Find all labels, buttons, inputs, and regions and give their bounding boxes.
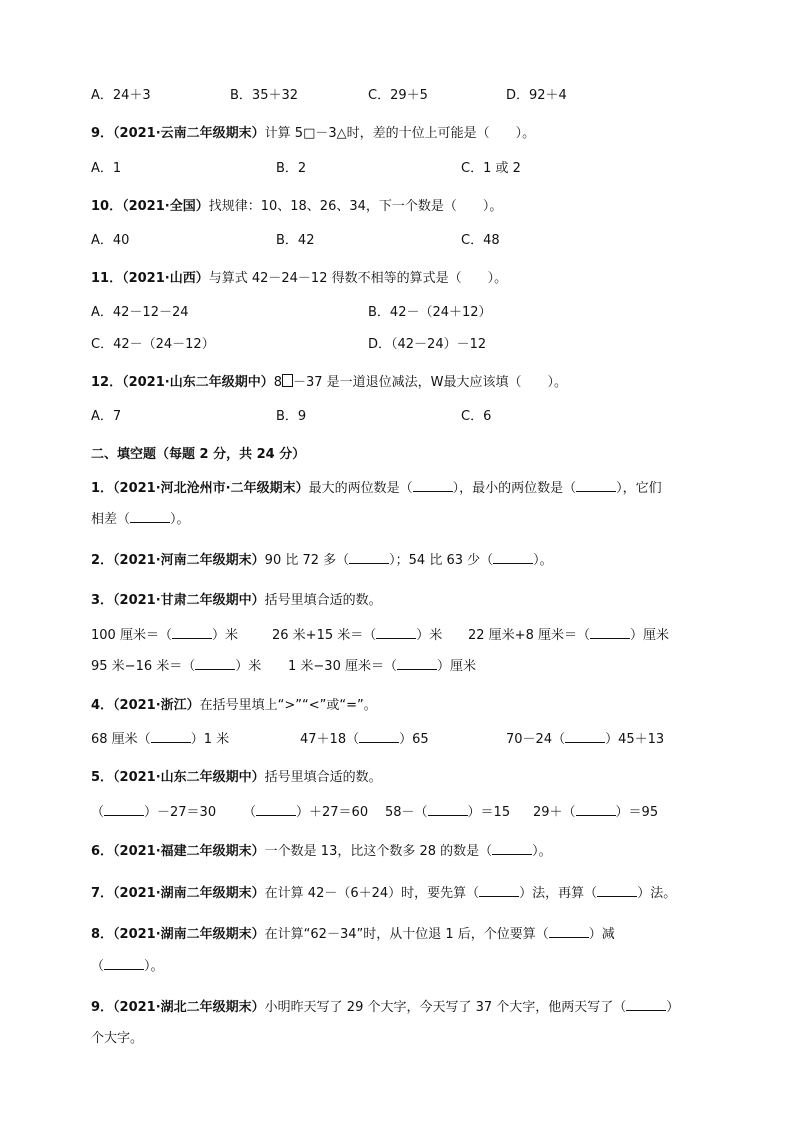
- answer-blank[interactable]: [151, 730, 191, 743]
- question-number: 6．: [91, 844, 114, 859]
- expression: [288, 655, 476, 674]
- expression: [91, 655, 261, 674]
- answer-blank[interactable]: [376, 626, 416, 639]
- expression: [272, 624, 442, 643]
- question-source: （2021·河北沧州市·二年级期末）: [113, 481, 309, 496]
- answer-blank[interactable]: [626, 998, 666, 1011]
- question-text: ）。: [533, 553, 553, 568]
- expr-text: ）厘米: [436, 659, 476, 674]
- expression: [91, 728, 229, 747]
- answer-blank[interactable]: [104, 803, 144, 816]
- expr-text: 1 米−30 厘米＝（: [288, 659, 397, 674]
- option-d: D．（42－24）－12: [368, 337, 487, 352]
- question-text: 小明昨天写了 29 个大字，今天写了 37 个大字，他两天写了（: [264, 1000, 627, 1015]
- expr-text: 68 厘米（: [91, 732, 151, 747]
- option-c: C．1 或 2: [461, 161, 521, 176]
- expr-text: 100 厘米＝（: [91, 628, 172, 643]
- fill-question-1: [91, 479, 662, 498]
- question-number: 10．: [91, 199, 123, 214]
- fill-question-2: [91, 551, 553, 570]
- question-text: ）；54 比 63 少（: [389, 553, 494, 568]
- option-b: B．35＋32: [230, 88, 299, 103]
- option-d: D．92＋4: [506, 88, 567, 103]
- option-a: A．7: [91, 409, 122, 424]
- question-number: 7．: [91, 886, 114, 901]
- expr-text: 47＋18（: [300, 732, 360, 747]
- question-text: ）法。: [637, 886, 677, 901]
- question-source: （2021·山东二年级期中）: [113, 770, 265, 785]
- option-b: B．9: [276, 409, 307, 424]
- fill-question-3: [91, 592, 382, 610]
- question-text: 括号里填合适的数。: [264, 593, 382, 608]
- question-text: ）。: [144, 959, 164, 974]
- answer-blank[interactable]: [359, 730, 399, 743]
- question-text: 90 比 72 多（: [264, 553, 350, 568]
- fill-question-9-cont: 个大字。: [91, 1031, 144, 1046]
- expr-text: ）＝95: [615, 805, 659, 820]
- expr-text: 22 厘米+8 厘米＝（: [468, 628, 590, 643]
- expr-text: 95 米−16 米＝（: [91, 659, 196, 674]
- fill-question-8-cont: [91, 957, 164, 976]
- answer-blank[interactable]: [576, 803, 616, 816]
- answer-blank[interactable]: [549, 925, 589, 938]
- answer-blank[interactable]: [397, 657, 437, 670]
- question-source: （2021·福建二年级期末）: [113, 844, 265, 859]
- question-text: 8: [273, 375, 282, 390]
- expr-text: ）45＋13: [605, 732, 665, 747]
- question-10: [91, 198, 502, 216]
- question-text: 与算式 42－24－12 得数不相等的算式是（ ）。: [208, 271, 508, 286]
- expression: [91, 801, 216, 820]
- answer-blank[interactable]: [492, 842, 532, 855]
- answer-blank[interactable]: [590, 626, 630, 639]
- section-title: 二、填空题（每题 2 分，共 24 分）: [91, 447, 306, 462]
- answer-blank[interactable]: [130, 510, 170, 523]
- answer-blank[interactable]: [597, 884, 637, 897]
- option-a: A．24＋3: [91, 88, 151, 103]
- option-c: C．48: [461, 233, 500, 248]
- answer-blank[interactable]: [256, 803, 296, 816]
- empty-box-icon: [282, 374, 293, 387]
- question-text: 计算 5□－3△时，差的十位上可能是（ ）。: [264, 126, 536, 141]
- expression: [300, 728, 429, 747]
- question-number: 9．: [91, 1000, 114, 1015]
- option-a: A．42－12－24: [91, 305, 189, 320]
- expr-text: ）＝15: [467, 805, 511, 820]
- question-number: 4．: [91, 698, 114, 713]
- answer-blank[interactable]: [195, 657, 235, 670]
- expr-text: ）米: [416, 628, 443, 643]
- expr-text: ）米: [211, 628, 238, 643]
- fill-question-7: [91, 884, 676, 903]
- expr-text: （: [91, 805, 105, 820]
- question-number: 8．: [91, 927, 114, 942]
- question-text: 一个数是 13，比这个数多 28 的数是（: [264, 844, 493, 859]
- question-source: （2021·浙江）: [113, 698, 200, 713]
- question-text: 在计算 42－（6＋24）时，要先算（: [264, 886, 480, 901]
- option-c: C．6: [461, 409, 492, 424]
- option-c: C．29＋5: [368, 88, 428, 103]
- question-number: 5．: [91, 770, 114, 785]
- question-11: [91, 270, 507, 288]
- expression: [385, 801, 510, 820]
- question-source: （2021·全国）: [122, 199, 209, 214]
- answer-blank[interactable]: [104, 957, 144, 970]
- question-9: [91, 125, 535, 143]
- expression: [506, 728, 664, 747]
- answer-blank[interactable]: [349, 551, 389, 564]
- option-b: B．42: [276, 233, 315, 248]
- fill-question-6: [91, 842, 552, 861]
- expr-text: ）1 米: [190, 732, 230, 747]
- option-c: C．42－（24－12）: [91, 337, 215, 352]
- expression: [91, 624, 238, 643]
- option-b: B．2: [276, 161, 307, 176]
- question-source: （2021·甘肃二年级期中）: [113, 593, 265, 608]
- answer-blank[interactable]: [576, 479, 616, 492]
- expr-text: ）米: [235, 659, 262, 674]
- question-source: （2021·云南二年级期末）: [113, 126, 265, 141]
- question-number: 11．: [91, 271, 123, 286]
- option-a: A．1: [91, 161, 122, 176]
- question-text: 在计算“62－34”时，从十位退 1 后，个位要算（: [264, 927, 549, 942]
- fill-question-9: [91, 998, 679, 1017]
- expression: [533, 801, 658, 820]
- question-source: （2021·湖北二年级期末）: [113, 1000, 265, 1015]
- fill-question-4: [91, 697, 377, 715]
- expression: [243, 801, 368, 820]
- question-text: （: [91, 959, 105, 974]
- expr-text: （: [243, 805, 257, 820]
- question-text: 最大的两位数是（: [308, 481, 413, 496]
- question-text: ）: [666, 1000, 680, 1015]
- answer-blank[interactable]: [413, 479, 453, 492]
- expr-text: ）－27＝30: [144, 805, 217, 820]
- answer-blank[interactable]: [479, 884, 519, 897]
- question-text: 相差（: [91, 512, 131, 527]
- fill-question-8: [91, 925, 615, 944]
- question-text: －37 是一道退位减法，W最大应该填（ ）。: [293, 375, 568, 390]
- option-a: A．40: [91, 233, 130, 248]
- fill-question-5: [91, 769, 382, 787]
- expr-text: 29＋（: [533, 805, 576, 820]
- fill-question-1-cont: [91, 510, 190, 529]
- question-text: ）。: [170, 512, 190, 527]
- option-b: B．42－（24＋12）: [368, 305, 492, 320]
- answer-blank[interactable]: [565, 730, 605, 743]
- question-text: 括号里填合适的数。: [264, 770, 382, 785]
- question-source: （2021·湖南二年级期末）: [113, 886, 265, 901]
- expr-text: ）＋27＝60: [296, 805, 369, 820]
- answer-blank[interactable]: [493, 551, 533, 564]
- question-text: ），最小的两位数是（: [452, 481, 577, 496]
- question-text: ），它们: [616, 481, 662, 496]
- question-text: ）减: [588, 927, 615, 942]
- question-text: 找规律：10、18、26、34，下一个数是（ ）。: [208, 199, 503, 214]
- question-number: 9．: [91, 126, 114, 141]
- question-text: ）法，再算（: [519, 886, 598, 901]
- question-text: ）。: [532, 844, 552, 859]
- expr-text: 70－24（: [506, 732, 566, 747]
- question-number: 3．: [91, 593, 114, 608]
- question-source: （2021·山东二年级期中）: [122, 375, 274, 390]
- question-source: （2021·山西）: [122, 271, 209, 286]
- expression: [468, 624, 669, 643]
- question-source: （2021·河南二年级期末）: [113, 553, 265, 568]
- question-number: 1．: [91, 481, 114, 496]
- question-source: （2021·湖南二年级期末）: [113, 927, 265, 942]
- question-number: 12．: [91, 375, 123, 390]
- expr-text: 26 米+15 米＝（: [272, 628, 377, 643]
- question-12: [91, 374, 567, 392]
- answer-blank[interactable]: [172, 626, 212, 639]
- expr-text: ）厘米: [629, 628, 669, 643]
- expr-text: 58－（: [385, 805, 428, 820]
- answer-blank[interactable]: [428, 803, 468, 816]
- expr-text: ）65: [399, 732, 429, 747]
- question-number: 2．: [91, 553, 114, 568]
- question-text: 在括号里填上“>”“<”或“=”。: [199, 698, 377, 713]
